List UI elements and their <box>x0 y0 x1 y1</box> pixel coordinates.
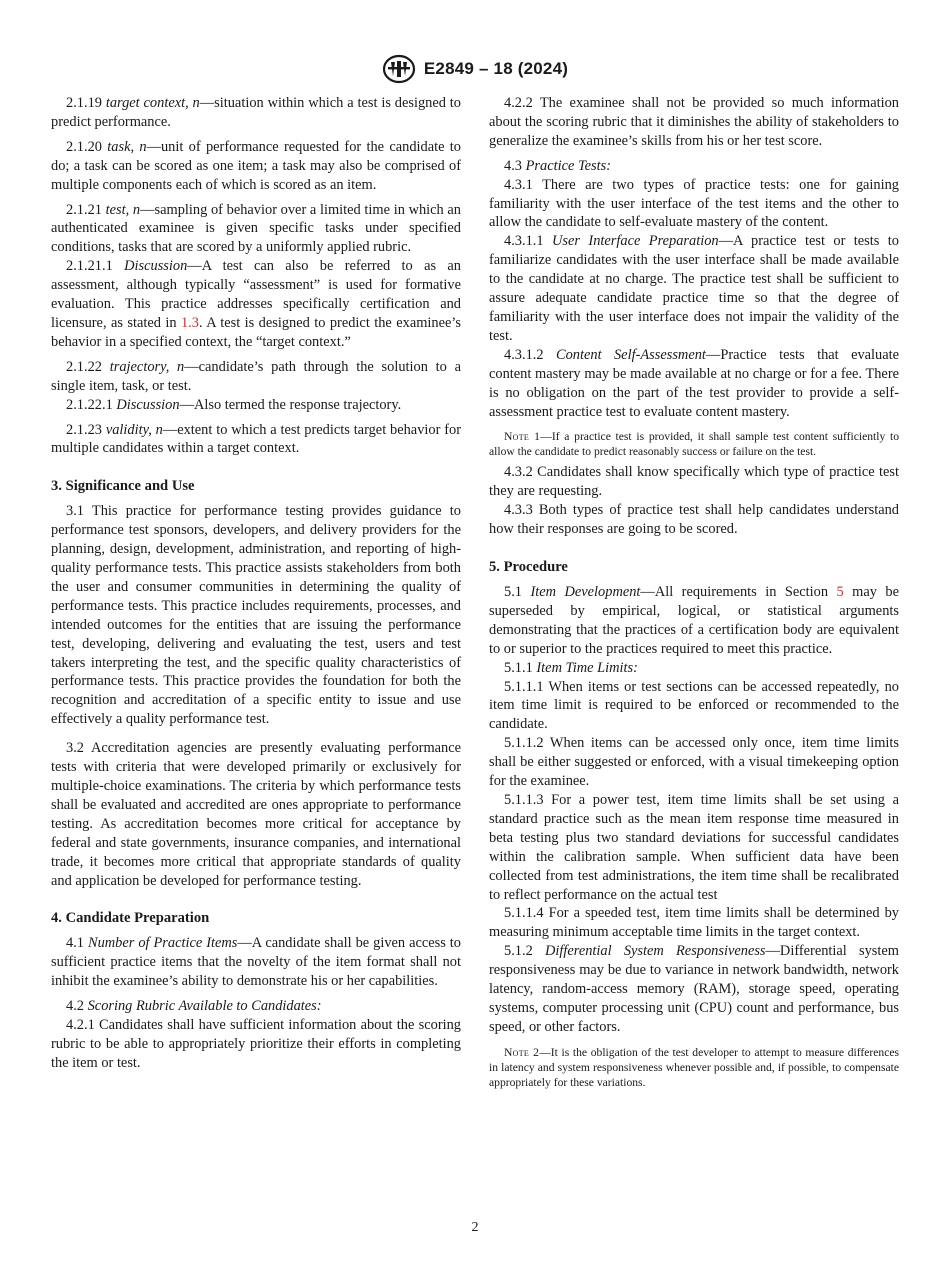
paragraph-5-1-1-2: 5.1.1.2 When items can be accessed only once, item time limits shall be either suggested or enforced, with a visual timekeeping option for the examinee. <box>489 735 899 790</box>
paragraph-2-1-23: 2.1.23 validity, n—extent to which a test predicts target behavior for multiple candidates within a target context. <box>51 421 461 457</box>
page-header <box>0 54 950 84</box>
paragraph-3-1: 3.1 This practice for performance testing provides guidance to performance test sponsors, developers, and delivery providers for the planning, design, development, administration, and reporting of high-quality performance tests. This practice assists stakeholders from both the user and consumer communities in determining the quality of performance tests. This practice includes requirements, processes, and intended outcomes for the entities that are issuing the performance test, developing, delivering and evaluating the test, users and test takers interpreting the test, and the specific quality characteristics of performance tests. This practice provides the foundation for both the recognition and accreditation of a specific entity to issue and use effectively a quality performance test. <box>51 503 461 728</box>
paragraph-4-3: 4.3 Practice Tests: <box>504 157 612 174</box>
paragraph-2-1-19: 2.1.19 target context, n—situation within which a test is designed to predict performance. <box>51 95 461 130</box>
paragraph-5-1-1-1: 5.1.1.1 When items or test sections can be accessed repeatedly, no item time limit is required to be enforced or recommended to the candidate. <box>489 678 899 733</box>
paragraph-4-3-2: 4.3.2 Candidates shall know specifically which type of practice test they are requesting. <box>489 464 899 500</box>
right-column <box>489 94 899 1094</box>
paragraph-2-1-21: 2.1.21 test, n—sampling of behavior over a limited time in which an authenticated examinee is given specific tasks under specified conditions, tasks that are scored by a uniformly applied rubric. <box>51 201 461 256</box>
paragraph-4-3-1-1: 4.3.1.1 User Interface Preparation—A practice test or tests to familiarize candidates with the user interface shall be made available to the candidate at no charge. The practice test shall be sufficient to assure adequate candidate practice time so that the degree of familiarity with the user interface does not impair the validity of the test. <box>489 233 899 344</box>
paragraph-2-1-21-1: 2.1.21.1 Discussion—A test can also be referred to as an assessment, although typically “assessment” is used for formative evaluation. This practice addresses specifically certification and licensure, as stated in 1.3. A test is designed to predict the examinee’s behavior in a specified context, the “target context.” <box>51 258 461 350</box>
paragraph-4-2: 4.2 Scoring Rubric Available to Candidates: <box>66 998 322 1015</box>
section-ref-link[interactable]: 5 <box>836 584 844 601</box>
astm-logo-icon <box>382 54 416 84</box>
left-column <box>51 94 461 1073</box>
note-2: Note 2—It is the obligation of the test developer to attempt to measure differences in latency and system responsiveness whenever possible and, if possible, to compensate appropriately for these variations. <box>489 1045 899 1089</box>
paragraph-5-1-1: 5.1.1 Item Time Limits: <box>504 659 638 676</box>
section-ref-link[interactable]: 1.3 <box>180 314 199 331</box>
paragraph-4-3-1-2: 4.3.1.2 Content Self-Assessment—Practice tests that evaluate content mastery may be made available at no charge or for a fee. There is no obligation on the part of the test provider to provide a self-assessment practice test to evaluate content mastery. <box>489 346 900 420</box>
paragraph-4-2-1: 4.2.1 Candidates shall have sufficient information about the scoring rubric to be able to appropriately prioritize their efforts in completing the item or test. <box>51 1017 461 1071</box>
paragraph-3-2: 3.2 Accreditation agencies are presently evaluating performance tests with criteria that were developed primarily or exclusively for multiple-choice examinations. The criteria by which performance tests shall be evaluated and accredited are ones appropriate to performance testing. As accreditation becomes more critical for acceptance by federal and state governments, insurance companies, and international trade, it becomes more critical that appropriate standards of quality and application be developed for performance testing. <box>51 740 461 889</box>
paragraph-2-1-22: 2.1.22 trajectory, n—candidate’s path through the solution to a single item, task, or test. <box>51 358 462 394</box>
paragraph-4-3-1: 4.3.1 There are two types of practice tests: one for gaining familiarity with the user interface of the test items and the other to allow the candidate to self-evaluate mastery of the content. <box>489 176 899 231</box>
section-heading-5: 5. Procedure <box>489 559 568 576</box>
paragraph-4-1: 4.1 Number of Practice Items—A candidate shall be given access to sufficient practice items that the novelty of the item format shall not inhibit the examinee’s ability to demonstrate his or her capabilities. <box>51 935 461 990</box>
paragraph-5-1-1-3: 5.1.1.3 For a power test, item time limits shall be set using a standard practice such as the mean item response time measured in beta testing plus two standard deviations for successful candidates within the calibration sample. When sufficient data have been collected from test administrations, the item time shall be recalibrated to reflect performance on the actual test <box>489 792 899 903</box>
paragraph-4-2-2: 4.2.2 The examinee shall not be provided so much information about the scoring rubric that it diminishes the ability of stakeholders to generalize the examinee’s skills from his or her test score. <box>489 95 899 149</box>
note-1: Note 1—If a practice test is provided, it shall sample test content sufficiently to allow the candidate to predict reasonably success or failure on the test. <box>489 430 899 459</box>
standard-designation: E2849 – 18 (2024) <box>423 59 569 78</box>
paragraph-2-1-22-1: 2.1.22.1 Discussion—Also termed the response trajectory. <box>66 396 402 413</box>
page-number: 2 <box>471 1220 479 1235</box>
paragraph-2-1-20: 2.1.20 task, n—unit of performance requested for the candidate to do; a task can be scored as one item; a task may also be comprised of multiple components each of which is scored as an item. <box>51 138 461 193</box>
section-heading-4: 4. Candidate Preparation <box>51 910 210 927</box>
section-heading-3: 3. Significance and Use <box>51 478 195 495</box>
paragraph-5-1-1-4: 5.1.1.4 For a speeded test, item time limits shall be determined by measuring minimum acceptable time limits in the target context. <box>489 905 899 941</box>
paragraph-5-1-2: 5.1.2 Differential System Responsiveness—Differential system responsiveness may be due to variance in network bandwidth, network latency, random-access memory (RAM), storage speed, operating systems, computer processing unit (CPU) count and performance, bus speed, or other factors. <box>489 943 899 1035</box>
paragraph-5-1: 5.1 Item Development—All requirements in Section 5 may be superseded by empirical, logical, or statistical arguments demonstrating that the practices of a certification body are equivalent to or superior to the practices required to meet this practice. <box>489 584 899 657</box>
paragraph-4-3-3: 4.3.3 Both types of practice test shall help candidates understand how their responses are going to be scored. <box>489 502 899 538</box>
